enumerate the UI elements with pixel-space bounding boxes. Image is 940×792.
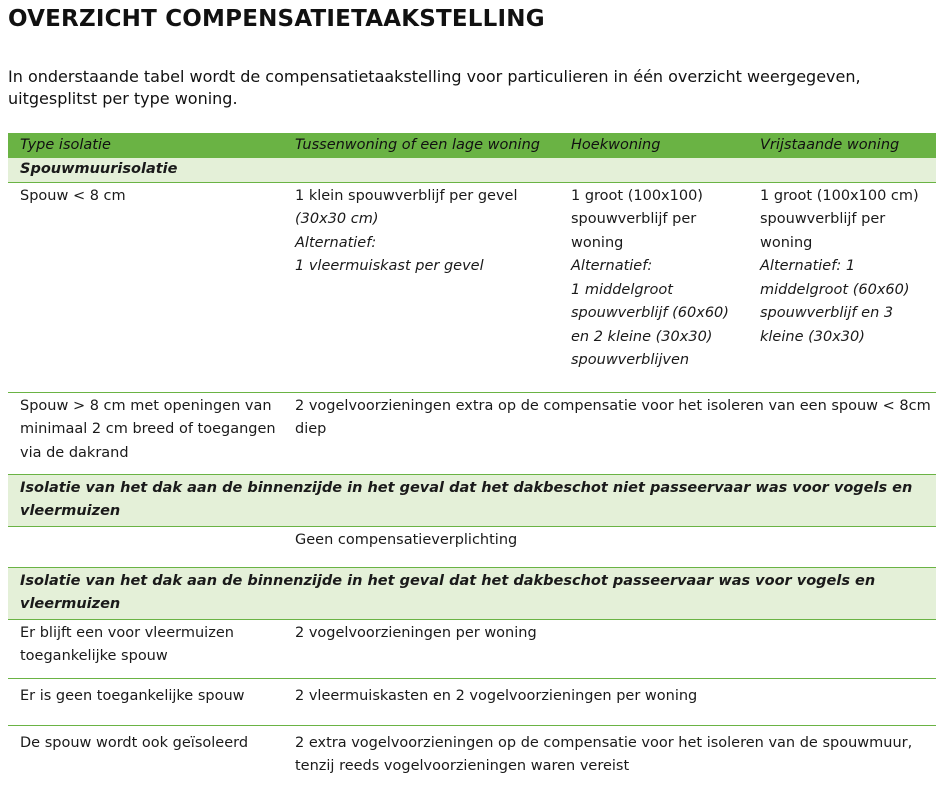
table-row xyxy=(8,619,936,678)
cell-value: 2 vogelvoorzieningen per woning xyxy=(283,619,936,678)
cell-type: Spouw > 8 cm met openingen van minimaal 2 cm breed of toegangen via de dakrand xyxy=(8,392,283,474)
section-row-dak-niet-passeerbaar xyxy=(8,474,936,526)
table-header-row xyxy=(8,133,936,158)
table-row xyxy=(8,526,936,567)
cell-type: De spouw wordt ook geïsoleerd xyxy=(20,734,249,751)
cell-value: 2 extra vogelvoorzieningen op de compensatie voor het isoleren van de spouwmuur, tenzij reeds vogelvoorzieningen waren vereist xyxy=(295,734,913,774)
cell-line: 1 klein spouwverblijf per gevel xyxy=(295,187,518,204)
cell-type xyxy=(8,526,283,567)
page-title: OVERZICHT COMPENSATIETAAKSTELLING xyxy=(8,6,545,32)
cell-type: Spouw < 8 cm xyxy=(8,182,283,392)
cell-value: 2 vogelvoorzieningen extra op de compensatie voor het isoleren van een spouw < 8cm diep xyxy=(283,392,936,474)
table-row xyxy=(8,392,936,474)
cell-value: Geen compensatieverplichting xyxy=(283,526,936,567)
cell-vrijstaande xyxy=(748,182,936,392)
section-row-dak-passeerbaar xyxy=(8,567,936,619)
header-vrijstaande-woning: Vrijstaande woning xyxy=(748,133,936,158)
header-hoekwoning: Hoekwoning xyxy=(559,133,748,158)
cell-line: Alternatief: xyxy=(295,234,377,251)
cell-line: Alternatief: xyxy=(571,258,653,274)
table-row xyxy=(8,725,936,779)
cell-line: 1 vleermuiskast per gevel xyxy=(295,258,484,274)
section-title: Isolatie van het dak aan de binnenzijde in het geval dat het dakbeschot passeervaar was voor vogels en vleermuizen xyxy=(8,567,936,619)
intro-text: In onderstaande tabel wordt de compensatietaakstelling voor particulieren in één overzicht weergegeven, uitgesplitst per type woning. xyxy=(8,67,861,108)
header-tussenwoning: Tussenwoning of een lage woning xyxy=(283,133,559,158)
section-row-spouwmuurisolatie xyxy=(8,158,936,182)
table-row xyxy=(8,678,936,725)
section-title: Spouwmuurisolatie xyxy=(8,158,936,182)
cell-line: Alternatief: 1 middelgroot (60x60) spouwverblijf en 3 kleine (30x30) xyxy=(760,258,910,345)
header-type-isolatie: Type isolatie xyxy=(8,133,283,158)
cell-value: 2 vleermuiskasten en 2 vogelvoorzieningen per woning xyxy=(283,678,936,725)
compensation-table xyxy=(8,133,936,779)
cell-tussenwoning xyxy=(283,182,559,392)
cell-type: Er is geen toegankelijke spouw xyxy=(8,678,283,725)
cell-line: 1 middelgroot spouwverblijf (60x60) en 2 kleine (30x30) spouwverblijven xyxy=(571,281,729,368)
section-title: Isolatie van het dak aan de binnenzijde in het geval dat het dakbeschot niet passeervaar was voor vogels en vleermuizen xyxy=(8,474,936,526)
cell-line: 1 groot (100x100 cm) spouwverblijf per woning xyxy=(760,187,919,251)
cell-type: Er blijft een voor vleermuizen toegankelijke spouw xyxy=(8,619,283,678)
cell-hoekwoning xyxy=(559,182,748,392)
table-row xyxy=(8,182,936,392)
cell-line: 1 groot (100x100) spouwverblijf per woning xyxy=(571,187,703,251)
cell-line: (30x30 cm) xyxy=(295,211,379,227)
